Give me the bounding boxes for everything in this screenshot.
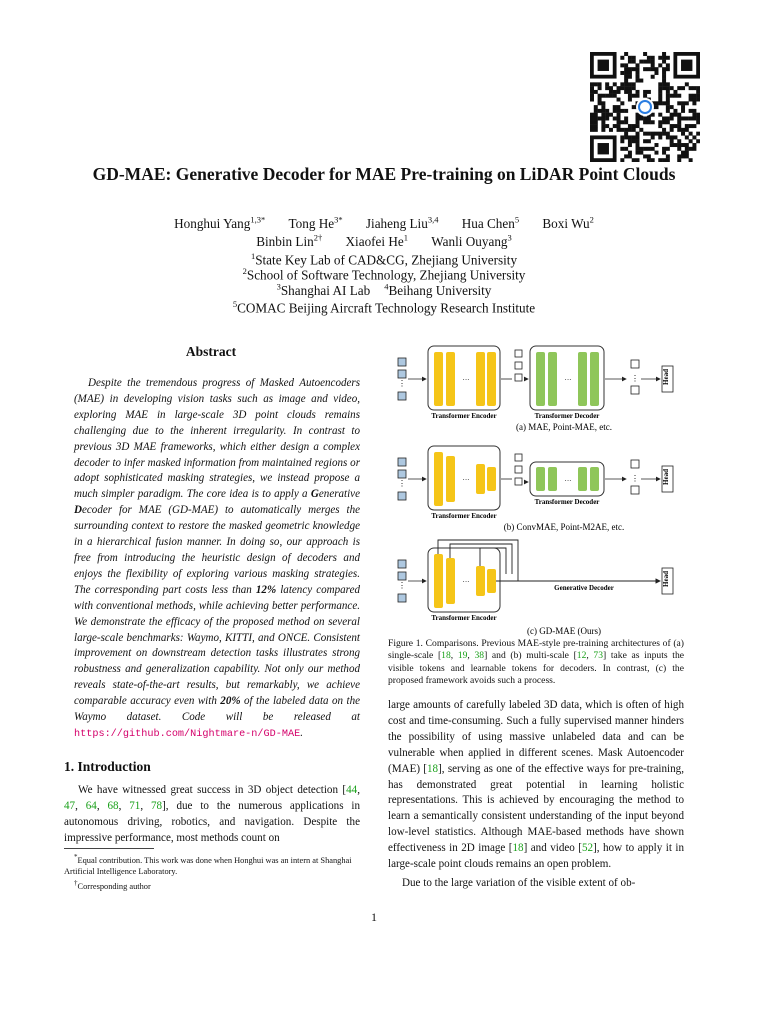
citation-link[interactable]: 78 [151, 799, 163, 812]
decoder-layer [578, 467, 587, 491]
encoder-layer [476, 352, 485, 406]
svg-text:···: ··· [462, 476, 470, 484]
mask-token [515, 350, 522, 357]
decoder-layer [548, 352, 557, 406]
mask-token [515, 454, 522, 461]
svg-text:Transformer Decoder: Transformer Decoder [534, 412, 600, 420]
decoder-layer [536, 352, 545, 406]
citation-link[interactable]: 19 [457, 650, 468, 662]
svg-text:Transformer Decoder: Transformer Decoder [534, 498, 600, 506]
diagram-row-a [398, 346, 673, 432]
svg-text:Generative Decoder: Generative Decoder [554, 584, 614, 592]
output-token [631, 360, 639, 368]
qr-code[interactable] [590, 52, 700, 162]
citation-link[interactable]: 12 [576, 650, 587, 662]
affiliation-1: $^1$State Key Lab of CAD&CG, Zhejiang University [250, 251, 518, 268]
citation-link[interactable]: 18 [427, 762, 439, 775]
qr-finder-pattern [598, 143, 609, 154]
abstract-heading: Abstract [185, 344, 237, 359]
citation-link[interactable]: 47 [64, 799, 76, 812]
paper-title: GD-MAE: Generative Decoder for MAE Pre-training on LiDAR Point Clouds [92, 164, 676, 184]
affiliation-5: $^5$COMAC Beijing Aircraft Technology Research Institute [232, 299, 536, 316]
visible-token [398, 572, 406, 580]
citation-link[interactable]: 44 [346, 784, 358, 796]
svg-text:⋮: ⋮ [631, 374, 639, 383]
citation-link[interactable]: 64 [85, 799, 97, 812]
author: Tong $He^{3*}$ [288, 215, 343, 232]
output-token [631, 386, 639, 394]
visible-token [398, 358, 406, 366]
svg-text:(b) ConvMAE, Point-M2AE, etc.: (b) ConvMAE, Point-M2AE, etc. [503, 522, 625, 532]
decoder-layer [590, 467, 599, 491]
citation-link[interactable]: 18 [441, 650, 451, 662]
author: Boxi Wu$^2$ [542, 215, 594, 232]
visible-token [398, 492, 406, 500]
svg-text:⋮: ⋮ [398, 479, 406, 488]
citation-link[interactable]: 52 [582, 842, 594, 855]
decoder-layer [590, 352, 599, 406]
svg-text:Head: Head [662, 369, 670, 385]
svg-text:⋮: ⋮ [398, 581, 406, 590]
encoder-layer [446, 352, 455, 406]
citation-link[interactable]: 73 [593, 650, 604, 662]
affiliation-2: $^2$School of Software Technology, Zhejiang University [242, 266, 526, 283]
introduction-body: We have witnessed great success in 3D object detection [44, 47, 64, 68, 71, 78], due to the numerous applications in autonomous driving, robotics, and navigation. Despite the impressive performance, most methods count on [64, 784, 361, 844]
visible-token [398, 560, 406, 568]
svg-text:Transformer Encoder: Transformer Encoder [431, 512, 497, 520]
encoder-layer [487, 352, 496, 406]
citation-link[interactable]: 68 [107, 799, 119, 812]
diagram-row-c [398, 540, 673, 636]
visible-token [398, 470, 406, 478]
svg-text:Head: Head [662, 469, 670, 485]
footnote-rule [64, 848, 154, 849]
encoder-layer [476, 566, 485, 596]
svg-text:···: ··· [462, 578, 470, 586]
footnotes: *Equal contribution. This work was done when Honghui was an intern at Shanghai Artificial Intelligence Laboratory. †Corresponding author [64, 853, 352, 891]
output-token [631, 486, 639, 494]
mask-token [515, 466, 522, 473]
encoder-layer [434, 352, 443, 406]
svg-text:···: ··· [564, 477, 572, 485]
mask-token [515, 478, 522, 485]
diagram-row-b [398, 446, 673, 532]
citation-link[interactable]: 38 [474, 650, 485, 662]
svg-text:⋮: ⋮ [398, 379, 406, 388]
encoder-layer [434, 554, 443, 608]
svg-text:(a) MAE, Point-MAE, etc.: (a) MAE, Point-MAE, etc. [516, 422, 612, 432]
output-token [631, 460, 639, 468]
qr-finder-pattern [598, 60, 609, 71]
svg-text:Transformer Encoder: Transformer Encoder [431, 614, 497, 622]
encoder-layer [487, 569, 496, 593]
encoder-layer [476, 464, 485, 494]
decoder-layer [578, 352, 587, 406]
author: Honghui Yang$^{1,3*}$ [174, 215, 266, 232]
author: Xiaofei He$^1$ [345, 233, 408, 250]
svg-text:⋮: ⋮ [631, 474, 639, 483]
mask-token [515, 362, 522, 369]
figure-1 [388, 336, 688, 636]
svg-text:Head: Head [662, 571, 670, 587]
author: Hua Chen$^5$ [461, 215, 520, 232]
svg-text:(c) GD-MAE (Ours): (c) GD-MAE (Ours) [527, 626, 601, 636]
affiliation-3-4: $^3$Shanghai AI Lab $^4$Beihang University [276, 282, 492, 299]
decoder-layer [536, 467, 545, 491]
author: Jiaheng Liu$^{3,4}$ [365, 215, 439, 232]
author: Binbin Lin$^{2\dagger}$ [256, 233, 323, 250]
abstract-body: Despite the tremendous progress of Masked Autoencoders (MAE) in developing vision tasks such as image and video, exploring MAE in large-scale 3D point clouds remains challenging due to the inherent irregularity. In contrast to previous 3D MAE frameworks, which either design a complex decoder to infer masked information from maintained regions or adopt sophisticated masking strategies, we instead propose a much simpler paradigm. The core idea is to apply a Generative Decoder for MAE (GD-MAE) to automatically merges the surrounding context to restore the masked geometric knowledge in a hierarchical fusion manner. In doing so, our approach is free from introducing the heuristic design of decoders and enjoys the flexibility of exploring various masking strategies. The corresponding part costs less than 12% latency compared with conventional methods, while achieving better performance. We demonstrate the efficacy of the proposed method on several large-scale benchmarks: Waymo, KITTI, and ONCE. Consistent improvement on downstream detection tasks illustrates strong robustness and generalization capability. Not only our method reveals state-of-the-art results, but remarkably, we achieve comparable accuracy even with 20% of the labeled data on the Waymo dataset. Code will be released at https://github.com/Nightmare-n/GD-MAE. [74, 377, 360, 740]
encoder-layer [434, 452, 443, 506]
code-link[interactable]: https://github.com/Nightmare-n/GD-MAE [74, 728, 301, 740]
mask-token [515, 374, 522, 381]
decoder-layer [548, 467, 557, 491]
author: Wanli Ouyang$^3$ [431, 233, 512, 250]
encoder-layer [446, 456, 455, 502]
svg-text:···: ··· [564, 376, 572, 384]
encoder-layer [446, 558, 455, 604]
visible-token [398, 594, 406, 602]
encoder-layer [487, 467, 496, 491]
section-heading-introduction: 1. Introduction [64, 759, 151, 774]
figure-caption: Figure 1. Comparisons. Previous MAE-style pre-training architectures of (a) single-scale [18, 19, 38] and (b) multi-scale [12, 73] take as inputs the visible tokens and learnable tokens for decoders. In contrast, (c) the proposed framework avoids such a process. [388, 638, 685, 687]
citation-link[interactable]: 18 [512, 842, 524, 855]
svg-text:···: ··· [462, 376, 470, 384]
right-column-body: large amounts of carefully labeled 3D data, which is often of high cost and time-consuming. Such a fully supervised manner hinders the possibility of using massive unlabeled data and can be vulnerable when applied in different scenes. Mask Autoencoder (MAE) [18], serving as one of the effective ways for pre-training, has demonstrated great potential in learning holistic representations. This is achieved by encouraging the method to learn a semantically consistent understanding of the input beyond low-level statistics. Although MAE-based methods have shown effectiveness in 2D image [18] and video [52], how to apply it in large-scale point clouds remains an open problem. Due to the large variation of the visible extent of ob- [388, 699, 685, 889]
visible-token [398, 370, 406, 378]
citation-link[interactable]: 71 [129, 799, 141, 812]
page-number: 1 [371, 910, 377, 924]
svg-text:Transformer Encoder: Transformer Encoder [431, 412, 497, 420]
qr-finder-pattern [681, 60, 692, 71]
visible-token [398, 392, 406, 400]
visible-token [398, 458, 406, 466]
